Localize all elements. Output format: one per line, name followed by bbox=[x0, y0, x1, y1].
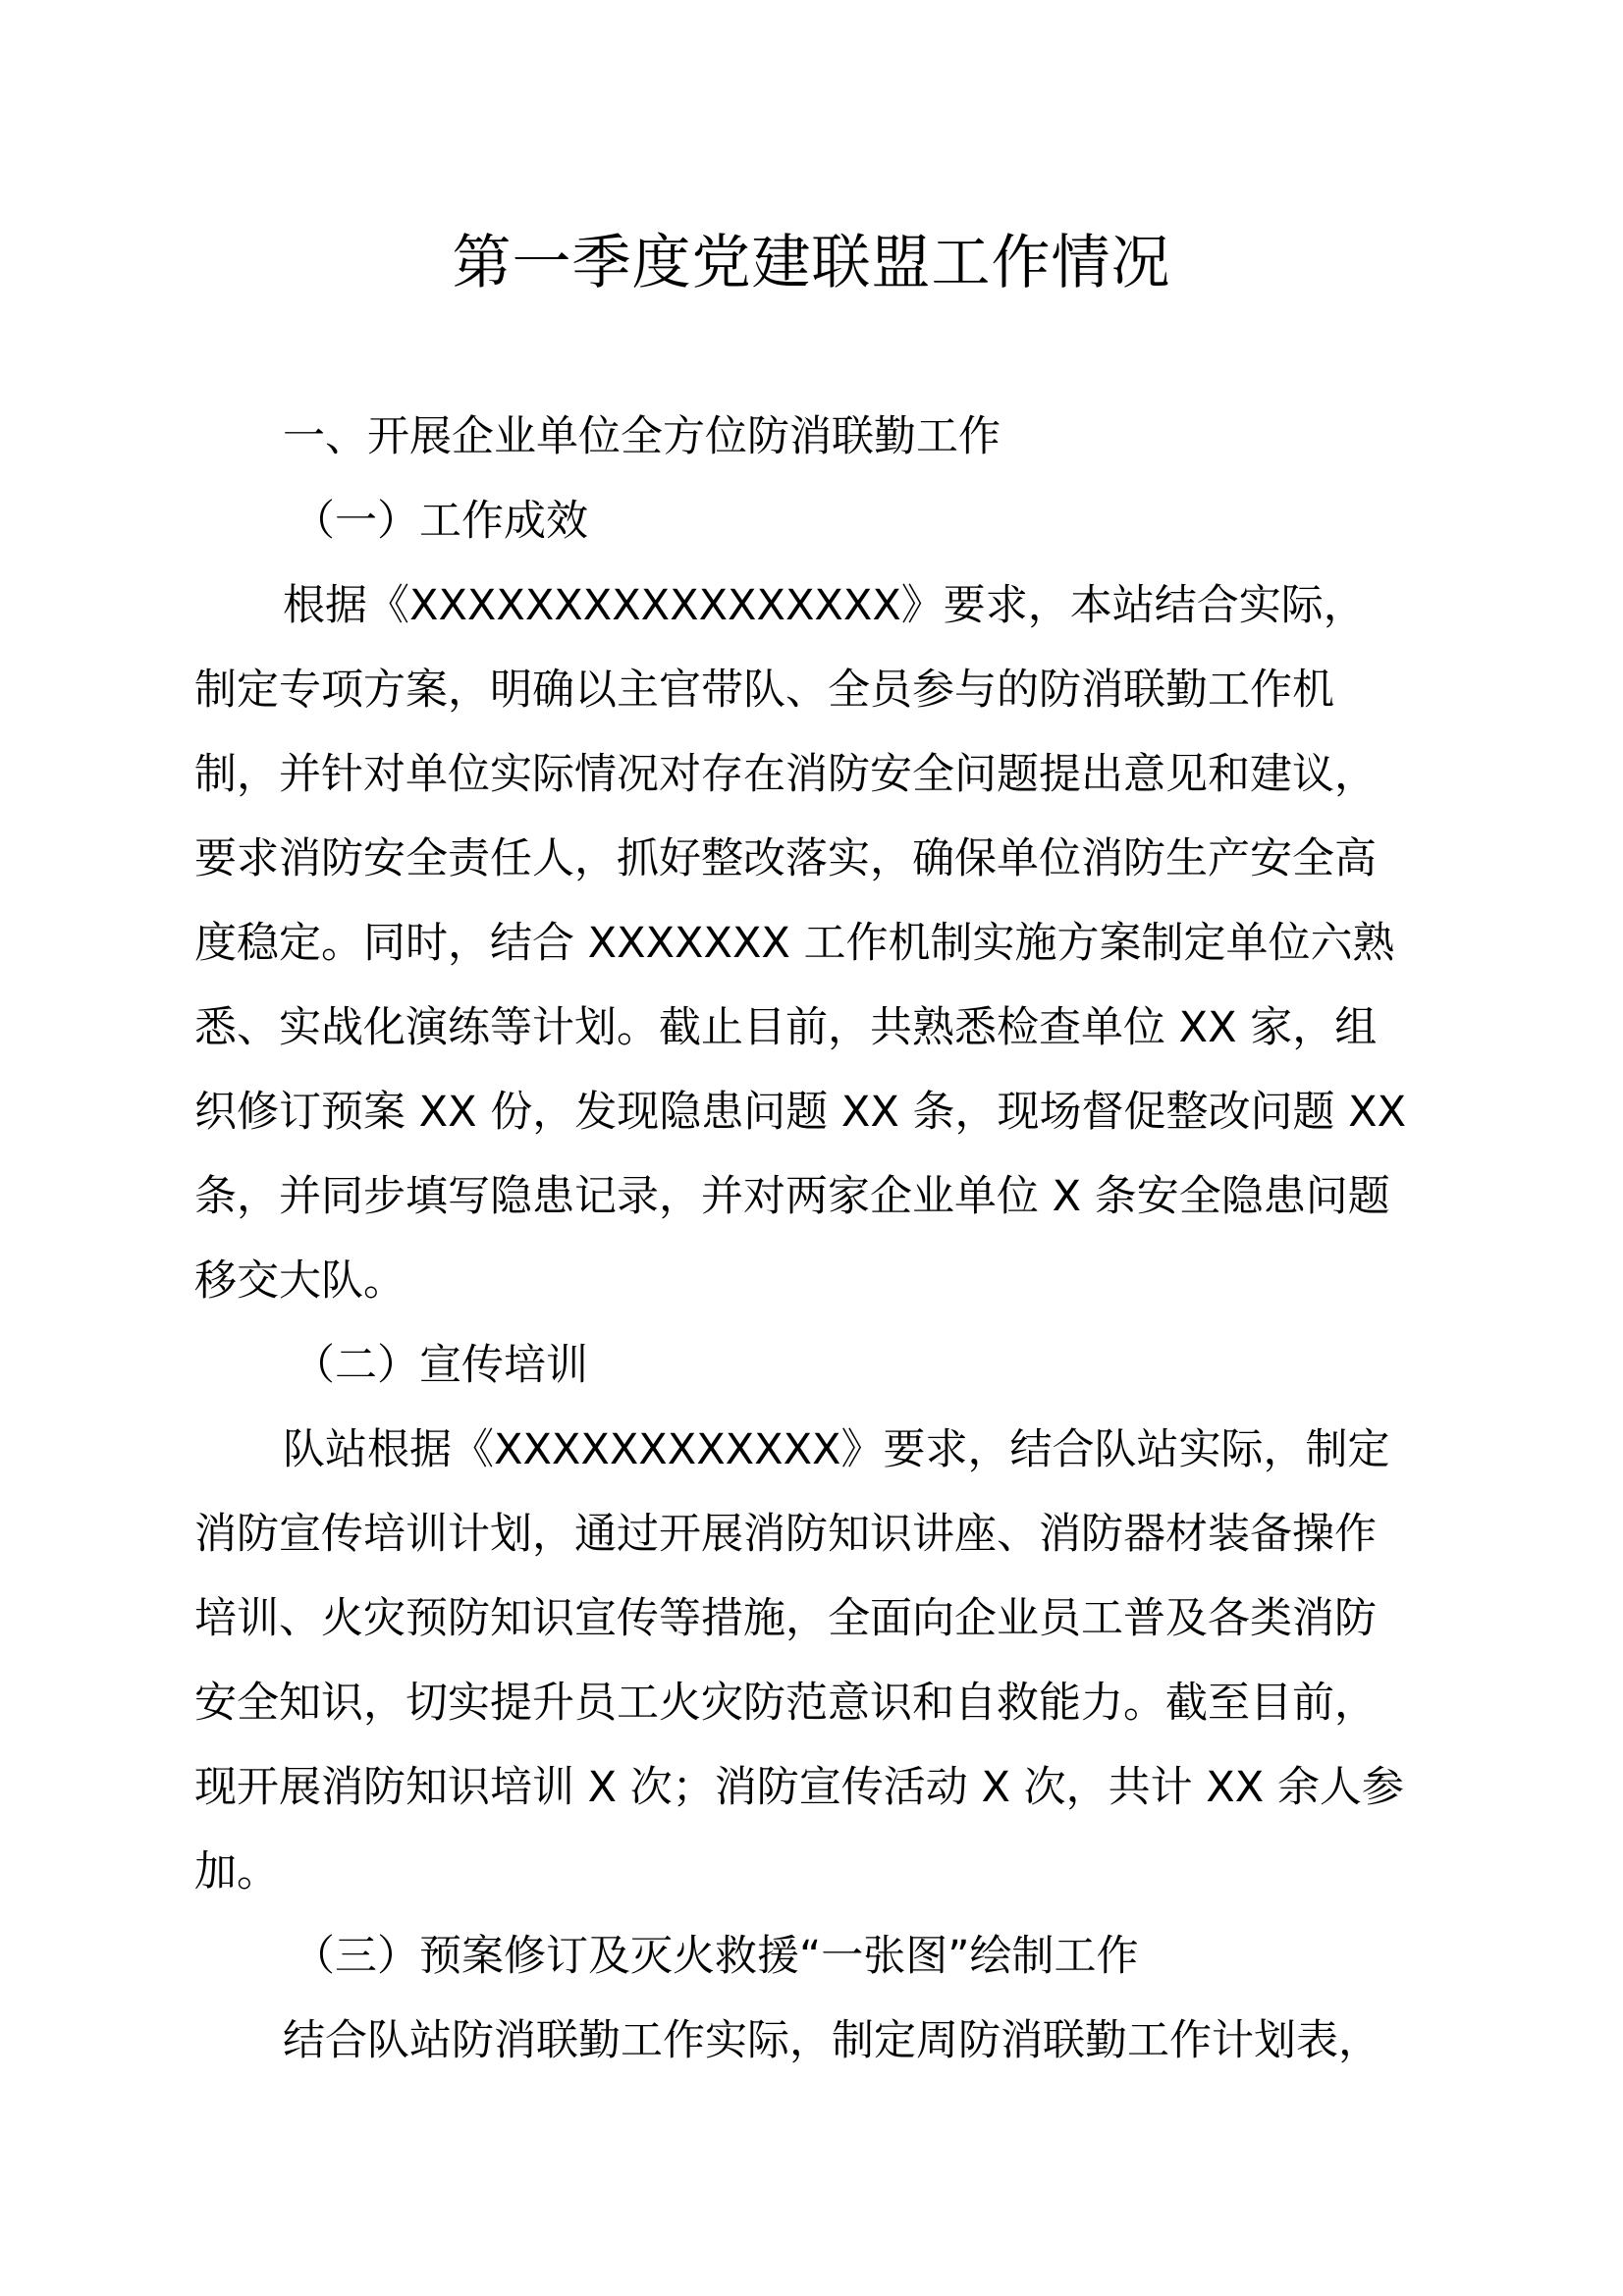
document-title: 第一季度党建联盟工作情况 bbox=[452, 229, 1171, 297]
subsection-heading-3: （三）预案修订及灭火救援“一张图”绘制工作 bbox=[293, 1932, 1139, 1981]
paragraph-line: 队站根据《XXXXXXXXXXXX》要求，结合队站实际，制定 bbox=[283, 1425, 1390, 1474]
section-heading-1: 一、开展企业单位全方位防消联勤工作 bbox=[283, 412, 1001, 461]
paragraph-line: 悉、实战化演练等计划。截止目前，共熟悉检查单位 XX 家，组 bbox=[194, 1003, 1378, 1052]
paragraph-line: 制定专项方案，明确以主官带队、全员参与的防消联勤工作机 bbox=[194, 666, 1334, 715]
paragraph-line: 根据《XXXXXXXXXXXXXXXXX》要求，本站结合实际， bbox=[283, 581, 1366, 630]
paragraph-line: 结合队站防消联勤工作实际，制定周防消联勤工作计划表， bbox=[283, 2016, 1380, 2065]
paragraph-line: 制，并针对单位实际情况对存在消防安全问题提出意见和建议， bbox=[194, 750, 1377, 799]
paragraph-line: 加。 bbox=[194, 1847, 279, 1896]
subsection-heading-2: （二）宣传培训 bbox=[293, 1341, 588, 1390]
paragraph-line: 度稳定。同时，结合 XXXXXXX 工作机制实施方案制定单位六熟 bbox=[194, 919, 1395, 968]
paragraph-line: 安全知识，切实提升员工火灾防范意识和自救能力。截至目前， bbox=[194, 1679, 1377, 1728]
paragraph-publicity-training bbox=[194, 1408, 1432, 1914]
paragraph-work-results bbox=[194, 563, 1432, 1323]
paragraph-line: 要求消防安全责任人，抓好整改落实，确保单位消防生产安全高 bbox=[194, 834, 1377, 883]
paragraph-line: 培训、火灾预防知识宣传等措施，全面向企业员工普及各类消防 bbox=[194, 1594, 1377, 1643]
paragraph-plan-revision bbox=[194, 1999, 1432, 2083]
paragraph-line: 消防宣传培训计划，通过开展消防知识讲座、消防器材装备操作 bbox=[194, 1510, 1377, 1559]
paragraph-line: 现开展消防知识培训 X 次；消防宣传活动 X 次，共计 XX 余人参 bbox=[194, 1763, 1404, 1812]
paragraph-line: 织修订预案 XX 份，发现隐患问题 XX 条，现场督促整改问题 XX bbox=[194, 1088, 1407, 1137]
subsection-heading-1: （一）工作成效 bbox=[293, 497, 588, 546]
document-body bbox=[194, 395, 1432, 2083]
paragraph-line: 移交大队。 bbox=[194, 1256, 406, 1306]
paragraph-line: 条，并同步填写隐患记录，并对两家企业单位 X 条安全隐患问题 bbox=[194, 1172, 1390, 1221]
